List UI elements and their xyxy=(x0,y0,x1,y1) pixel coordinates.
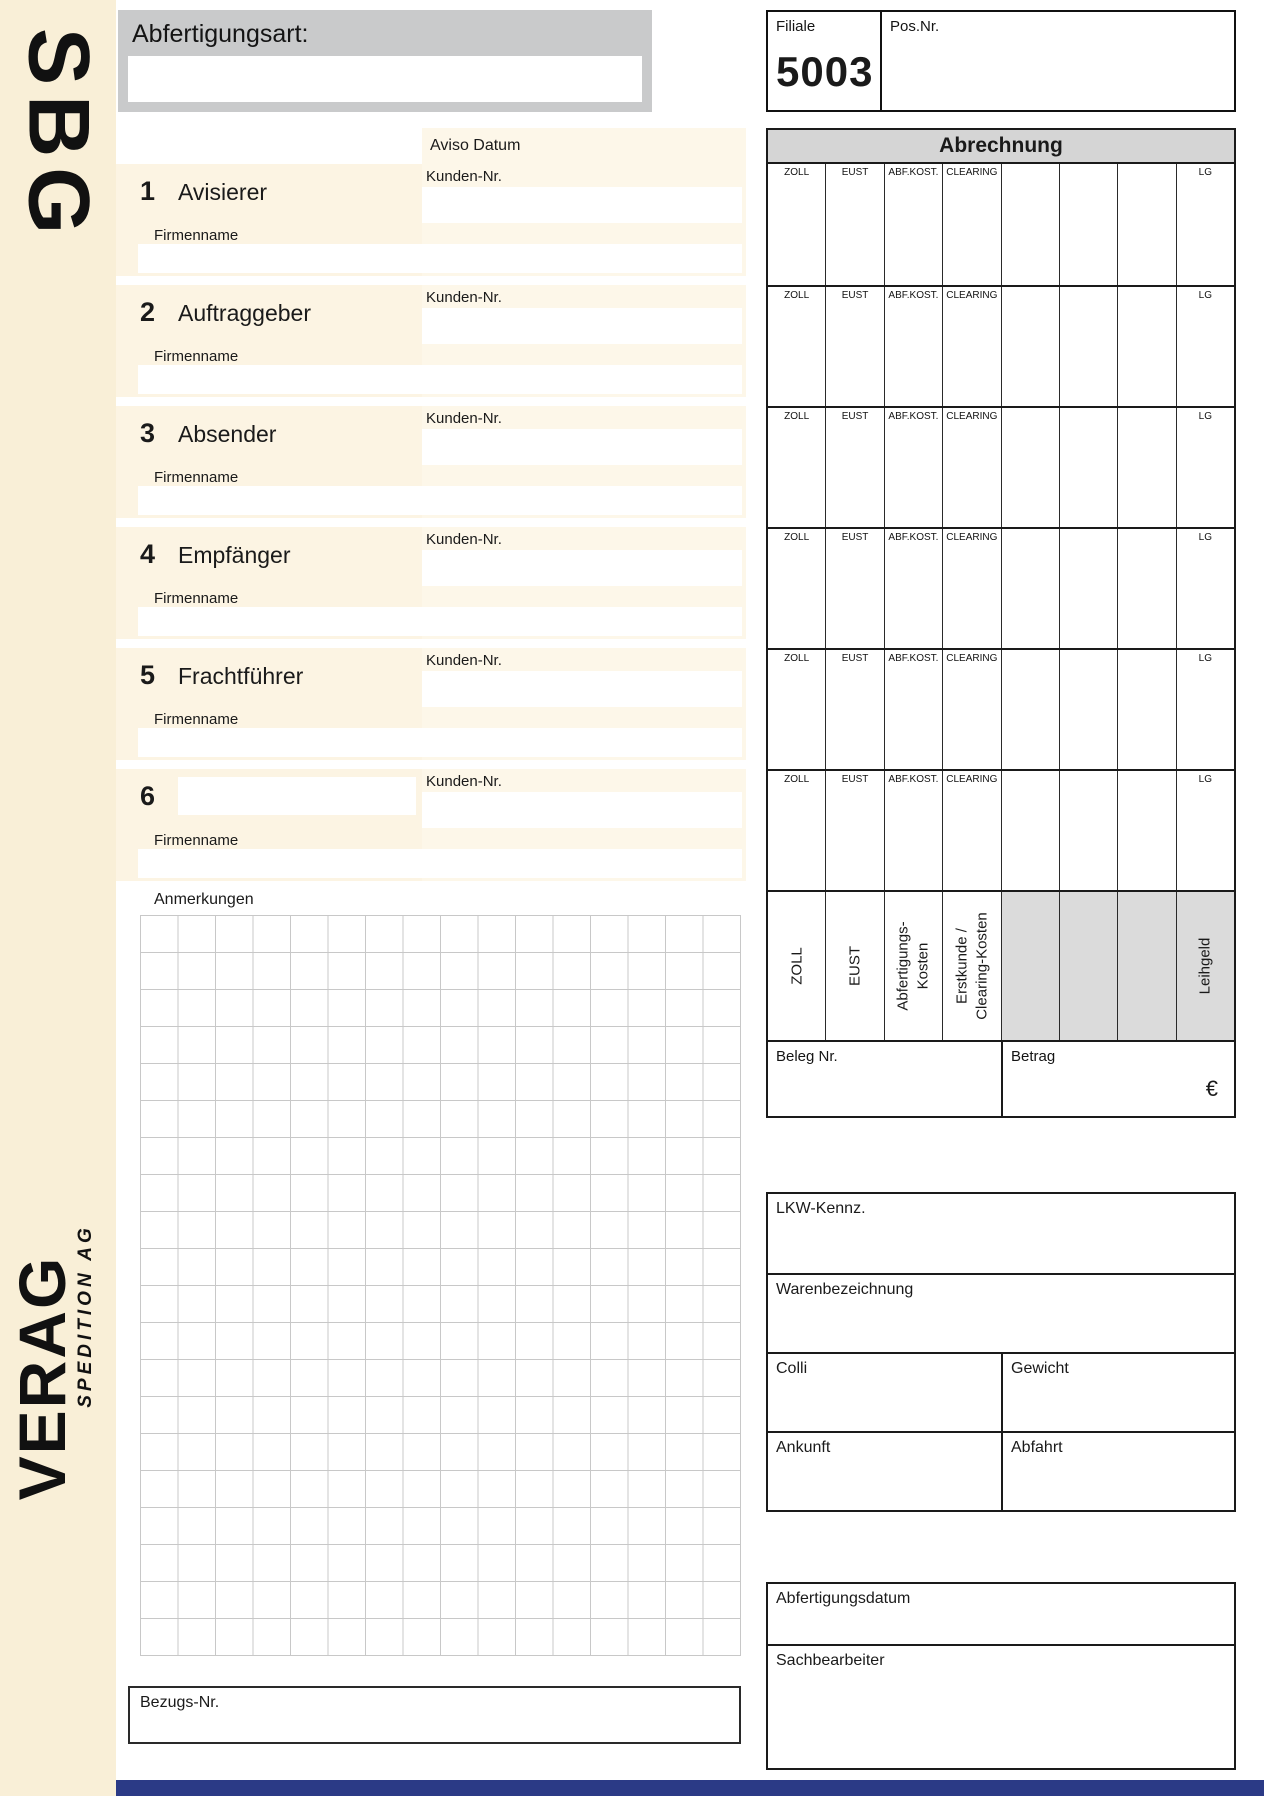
abrechnung-column-label: CLEARING xyxy=(946,532,998,543)
abrechnung-cell[interactable] xyxy=(1059,408,1117,527)
abrechnung-cell[interactable] xyxy=(1117,529,1175,648)
ankunft-abfahrt-row xyxy=(768,1431,1234,1510)
abrechnung-cell[interactable] xyxy=(1059,650,1117,769)
abrechnung-column-label xyxy=(1118,287,1175,290)
abrechnung-column-label: ABF.KOST. xyxy=(888,774,939,785)
filiale-number: 5003 xyxy=(776,48,874,95)
abrechnung-cell[interactable] xyxy=(1176,529,1234,648)
abrechnung-cell[interactable] xyxy=(825,164,883,285)
abrechnung-footer-cell xyxy=(825,892,883,1040)
kunden-nr-label: Kunden-Nr. xyxy=(426,652,502,669)
abfertigungsart-box xyxy=(118,10,652,112)
abrechnung-cell[interactable] xyxy=(1001,287,1059,406)
euro-symbol: € xyxy=(1205,1076,1218,1101)
abrechnung-cell[interactable] xyxy=(942,408,1000,527)
abrechnung-cell[interactable] xyxy=(1176,287,1234,406)
abrechnung-footer-label: EUST xyxy=(846,945,864,987)
abrechnung-cell[interactable] xyxy=(825,650,883,769)
abrechnung-column-label xyxy=(1060,408,1117,411)
abrechnung-cell[interactable] xyxy=(1176,164,1234,285)
abrechnung-column-label: EUST xyxy=(841,167,869,178)
abrechnung-footer-cell xyxy=(768,892,825,1040)
abrechnung-column-label: CLEARING xyxy=(946,167,998,178)
kunden-nr-input[interactable] xyxy=(422,429,742,465)
anmerkungen-label: Anmerkungen xyxy=(154,891,254,908)
abrechnung-column-label xyxy=(1002,650,1059,653)
firmenname-label: Firmenname xyxy=(154,469,239,486)
abrechnung-cell[interactable] xyxy=(1059,771,1117,890)
abrechnung-cell[interactable] xyxy=(768,164,825,285)
abrechnung-column-label: EUST xyxy=(841,532,869,543)
abrechnung-column-label xyxy=(1118,650,1175,653)
kunden-nr-input[interactable] xyxy=(422,187,742,223)
abrechnung-column-label: ABF.KOST. xyxy=(888,167,939,178)
abrechnung-cell[interactable] xyxy=(1059,287,1117,406)
abrechnung-column-label xyxy=(1002,164,1059,167)
abfahrt-field[interactable] xyxy=(1001,1433,1234,1510)
kunden-nr-label: Kunden-Nr. xyxy=(426,531,502,548)
abrechnung-column-label xyxy=(1060,164,1117,167)
abrechnung-column-label: LG xyxy=(1198,411,1212,422)
gewicht-label: Gewicht xyxy=(1011,1360,1069,1377)
abrechnung-column-label: ABF.KOST. xyxy=(888,411,939,422)
party-section-4 xyxy=(116,527,746,639)
firmenname-label: Firmenname xyxy=(154,227,239,244)
abrechnung-column-label: ZOLL xyxy=(784,774,810,785)
abrechnung-rows xyxy=(766,164,1236,890)
abrechnung-cell[interactable] xyxy=(1001,164,1059,285)
abrechnung-row xyxy=(768,527,1234,648)
abrechnung-cell[interactable] xyxy=(768,650,825,769)
pos-nr-label: Pos.Nr. xyxy=(890,18,940,35)
abrechnung-cell[interactable] xyxy=(825,771,883,890)
abfertigungsdatum-label: Abfertigungsdatum xyxy=(776,1590,911,1607)
abrechnung-column-label: ZOLL xyxy=(784,411,810,422)
abrechnung-column-label xyxy=(1002,771,1059,774)
abrechnung-column-label: ZOLL xyxy=(784,653,810,664)
beleg-betrag-row xyxy=(766,1040,1236,1118)
gewicht-field[interactable] xyxy=(1001,1354,1234,1431)
abrechnung-footer-cell xyxy=(1059,892,1117,1040)
abrechnung-column-label: LG xyxy=(1198,653,1212,664)
abrechnung-title: Abrechnung xyxy=(939,134,1063,157)
kunden-nr-label: Kunden-Nr. xyxy=(426,168,502,185)
abrechnung-cell[interactable] xyxy=(1059,529,1117,648)
party-name: Frachtführer xyxy=(178,663,304,689)
colli-field[interactable] xyxy=(768,1354,1001,1431)
firmenname-label: Firmenname xyxy=(154,832,239,849)
abrechnung-column-label: CLEARING xyxy=(946,290,998,301)
sachbearbeiter-field[interactable] xyxy=(768,1644,1234,1768)
kunden-nr-label: Kunden-Nr. xyxy=(426,289,502,306)
aviso-datum-field[interactable] xyxy=(422,128,746,164)
abrechnung-cell[interactable] xyxy=(884,408,942,527)
abrechnung-footer-label: ZOLL xyxy=(787,947,805,985)
party-section-5 xyxy=(116,648,746,760)
warenbezeichnung-label: Warenbezeichnung xyxy=(776,1281,914,1298)
abrechnung-cell[interactable] xyxy=(1117,650,1175,769)
abrechnung-cell[interactable] xyxy=(884,650,942,769)
filiale-posnr-box xyxy=(766,10,1236,112)
abrechnung-cell[interactable] xyxy=(1059,164,1117,285)
colli-gewicht-row xyxy=(768,1352,1234,1431)
beleg-nr-field[interactable] xyxy=(768,1042,1001,1116)
abrechnung-cell[interactable] xyxy=(1001,529,1059,648)
abrechnung-footer-cell xyxy=(1176,892,1234,1040)
firmenname-input[interactable] xyxy=(138,607,742,636)
abrechnung-column-label: EUST xyxy=(841,411,869,422)
abrechnung-column-label xyxy=(1118,164,1175,167)
abrechnung-cell[interactable] xyxy=(1176,408,1234,527)
abrechnung-cell[interactable] xyxy=(768,408,825,527)
abrechnung-cell[interactable] xyxy=(768,529,825,648)
abrechnung-cell[interactable] xyxy=(1001,408,1059,527)
party-section-2 xyxy=(116,285,746,397)
firmenname-label: Firmenname xyxy=(154,711,239,728)
abrechnung-column-label: CLEARING xyxy=(946,774,998,785)
abrechnung-column-label xyxy=(1002,408,1059,411)
colli-label: Colli xyxy=(776,1360,808,1377)
abrechnung-footer-label: Erstkunde / Clearing-Kosten xyxy=(953,912,990,1020)
abrechnung-cell[interactable] xyxy=(1117,287,1175,406)
abrechnung-column-label xyxy=(1118,529,1175,532)
abrechnung-column-label: ABF.KOST. xyxy=(888,532,939,543)
beleg-nr-label: Beleg Nr. xyxy=(776,1048,838,1065)
kunden-nr-input[interactable] xyxy=(422,308,742,344)
firmenname-label: Firmenname xyxy=(154,590,239,607)
abrechnung-cell[interactable] xyxy=(942,287,1000,406)
abrechnung-row xyxy=(768,648,1234,769)
party-number: 6 xyxy=(140,781,156,811)
abrechnung-footer-cell xyxy=(1001,892,1059,1040)
abrechnung-cell[interactable] xyxy=(1176,771,1234,890)
bottom-accent-bar xyxy=(116,1780,1264,1796)
bezugs-nr-label: Bezugs-Nr. xyxy=(140,1694,220,1711)
abrechnung-column-label: EUST xyxy=(841,774,869,785)
kunden-nr-input[interactable] xyxy=(422,671,742,707)
abrechnung-column-label xyxy=(1060,287,1117,290)
abrechnung-footer-cell xyxy=(884,892,942,1040)
spedition-ag-label: SPEDITION AG xyxy=(75,1224,96,1408)
abrechnung-column-label: LG xyxy=(1198,167,1212,178)
abrechnung-cell[interactable] xyxy=(1117,164,1175,285)
anmerkungen-grid[interactable] xyxy=(140,915,741,1656)
party-section-1 xyxy=(116,164,746,276)
firmenname-input[interactable] xyxy=(138,365,742,394)
abrechnung-cell[interactable] xyxy=(884,164,942,285)
ankunft-label: Ankunft xyxy=(776,1439,831,1456)
abrechnung-cell[interactable] xyxy=(1117,771,1175,890)
abrechnung-cell[interactable] xyxy=(825,287,883,406)
abrechnung-column-label: ZOLL xyxy=(784,290,810,301)
abrechnung-column-label xyxy=(1060,650,1117,653)
kunden-nr-input[interactable] xyxy=(422,792,742,828)
abrechnung-cell[interactable] xyxy=(884,287,942,406)
abrechnung-column-label: ZOLL xyxy=(784,532,810,543)
abrechnung-cell[interactable] xyxy=(1001,771,1059,890)
firmenname-input[interactable] xyxy=(138,849,742,878)
kunden-nr-label: Kunden-Nr. xyxy=(426,410,502,427)
aviso-datum-label: Aviso Datum xyxy=(430,137,521,154)
abrechnung-row xyxy=(768,769,1234,890)
abrechnung-column-label: EUST xyxy=(841,653,869,664)
sachbearbeiter-label: Sachbearbeiter xyxy=(776,1652,885,1669)
abfertigungsdatum-field[interactable] xyxy=(768,1584,1234,1644)
abrechnung-column-label: LG xyxy=(1198,774,1212,785)
abrechnung-column-label xyxy=(1118,408,1175,411)
warenbezeichnung-field[interactable] xyxy=(768,1273,1234,1352)
abrechnung-column-label: CLEARING xyxy=(946,411,998,422)
kunden-nr-label: Kunden-Nr. xyxy=(426,773,502,790)
party-name: Auftraggeber xyxy=(178,300,311,326)
abrechnung-footer xyxy=(766,890,1236,1040)
abrechnung-footer-label: Leihgeld xyxy=(1196,937,1214,995)
abrechnung-cell[interactable] xyxy=(768,287,825,406)
firmenname-input[interactable] xyxy=(138,244,742,273)
abrechnung-cell[interactable] xyxy=(768,771,825,890)
party-number: 1 xyxy=(140,176,156,206)
abrechnung-column-label: EUST xyxy=(841,290,869,301)
betrag-field[interactable] xyxy=(1001,1042,1234,1116)
abrechnung-column-label xyxy=(1002,529,1059,532)
party-name: Avisierer xyxy=(178,179,268,205)
firmenname-label: Firmenname xyxy=(154,348,239,365)
lkw-kennz-field[interactable] xyxy=(768,1194,1234,1273)
party-section-6 xyxy=(116,769,746,881)
party-number: 5 xyxy=(140,660,156,690)
lkw-kennz-label: LKW-Kennz. xyxy=(776,1200,866,1217)
pos-nr-field[interactable] xyxy=(882,12,1234,110)
abrechnung-cell[interactable] xyxy=(825,408,883,527)
kunden-nr-input[interactable] xyxy=(422,550,742,586)
abrechnung-column-label xyxy=(1002,287,1059,290)
processing-box xyxy=(766,1582,1236,1770)
abrechnung-cell[interactable] xyxy=(1176,650,1234,769)
abrechnung-footer-label: Abfertigungs- Kosten xyxy=(894,921,932,1011)
abrechnung-cell[interactable] xyxy=(1117,408,1175,527)
filiale-cell xyxy=(768,12,882,110)
abrechnung-cell[interactable] xyxy=(942,650,1000,769)
abrechnung-footer-cell xyxy=(942,892,1000,1040)
abrechnung-cell[interactable] xyxy=(884,529,942,648)
abrechnung-row xyxy=(768,164,1234,285)
party-name: Empfänger xyxy=(178,542,291,568)
ankunft-field[interactable] xyxy=(768,1433,1001,1510)
abrechnung-column-label: ABF.KOST. xyxy=(888,290,939,301)
party-number: 2 xyxy=(140,297,156,327)
party-section-3 xyxy=(116,406,746,518)
party-number: 3 xyxy=(140,418,156,448)
abfahrt-label: Abfahrt xyxy=(1011,1439,1063,1456)
firmenname-input[interactable] xyxy=(138,728,742,757)
abrechnung-cell[interactable] xyxy=(1001,650,1059,769)
verag-logo: VERAG xyxy=(5,1255,79,1501)
firmenname-input[interactable] xyxy=(138,486,742,515)
abrechnung-column-label: ZOLL xyxy=(784,167,810,178)
party-number: 4 xyxy=(140,539,156,569)
abrechnung-column-label xyxy=(1060,529,1117,532)
abrechnung-row xyxy=(768,406,1234,527)
abrechnung-row xyxy=(768,285,1234,406)
abfertigungsart-input[interactable] xyxy=(128,56,642,102)
party-name: Absender xyxy=(178,421,277,447)
filiale-label: Filiale xyxy=(776,18,816,35)
brand-sidebar xyxy=(0,0,116,1796)
cargo-box xyxy=(766,1192,1236,1512)
bezugs-nr-field[interactable] xyxy=(128,1686,741,1744)
abrechnung-column-label: LG xyxy=(1198,290,1212,301)
abrechnung-column-label: CLEARING xyxy=(946,653,998,664)
abrechnung-cell[interactable] xyxy=(825,529,883,648)
abrechnung-cell[interactable] xyxy=(942,164,1000,285)
party-name-input[interactable] xyxy=(178,777,416,815)
abrechnung-footer-cell xyxy=(1117,892,1175,1040)
abrechnung-cell[interactable] xyxy=(884,771,942,890)
betrag-label: Betrag xyxy=(1011,1048,1056,1065)
abrechnung-header xyxy=(766,128,1236,164)
abrechnung-column-label xyxy=(1118,771,1175,774)
abrechnung-column-label xyxy=(1060,771,1117,774)
abrechnung-cell[interactable] xyxy=(942,771,1000,890)
abfertigungsart-label: Abfertigungsart: xyxy=(132,20,309,48)
abrechnung-cell[interactable] xyxy=(942,529,1000,648)
abrechnung-column-label: ABF.KOST. xyxy=(888,653,939,664)
sbg-logo: SBG xyxy=(10,27,107,245)
abrechnung-column-label: LG xyxy=(1198,532,1212,543)
